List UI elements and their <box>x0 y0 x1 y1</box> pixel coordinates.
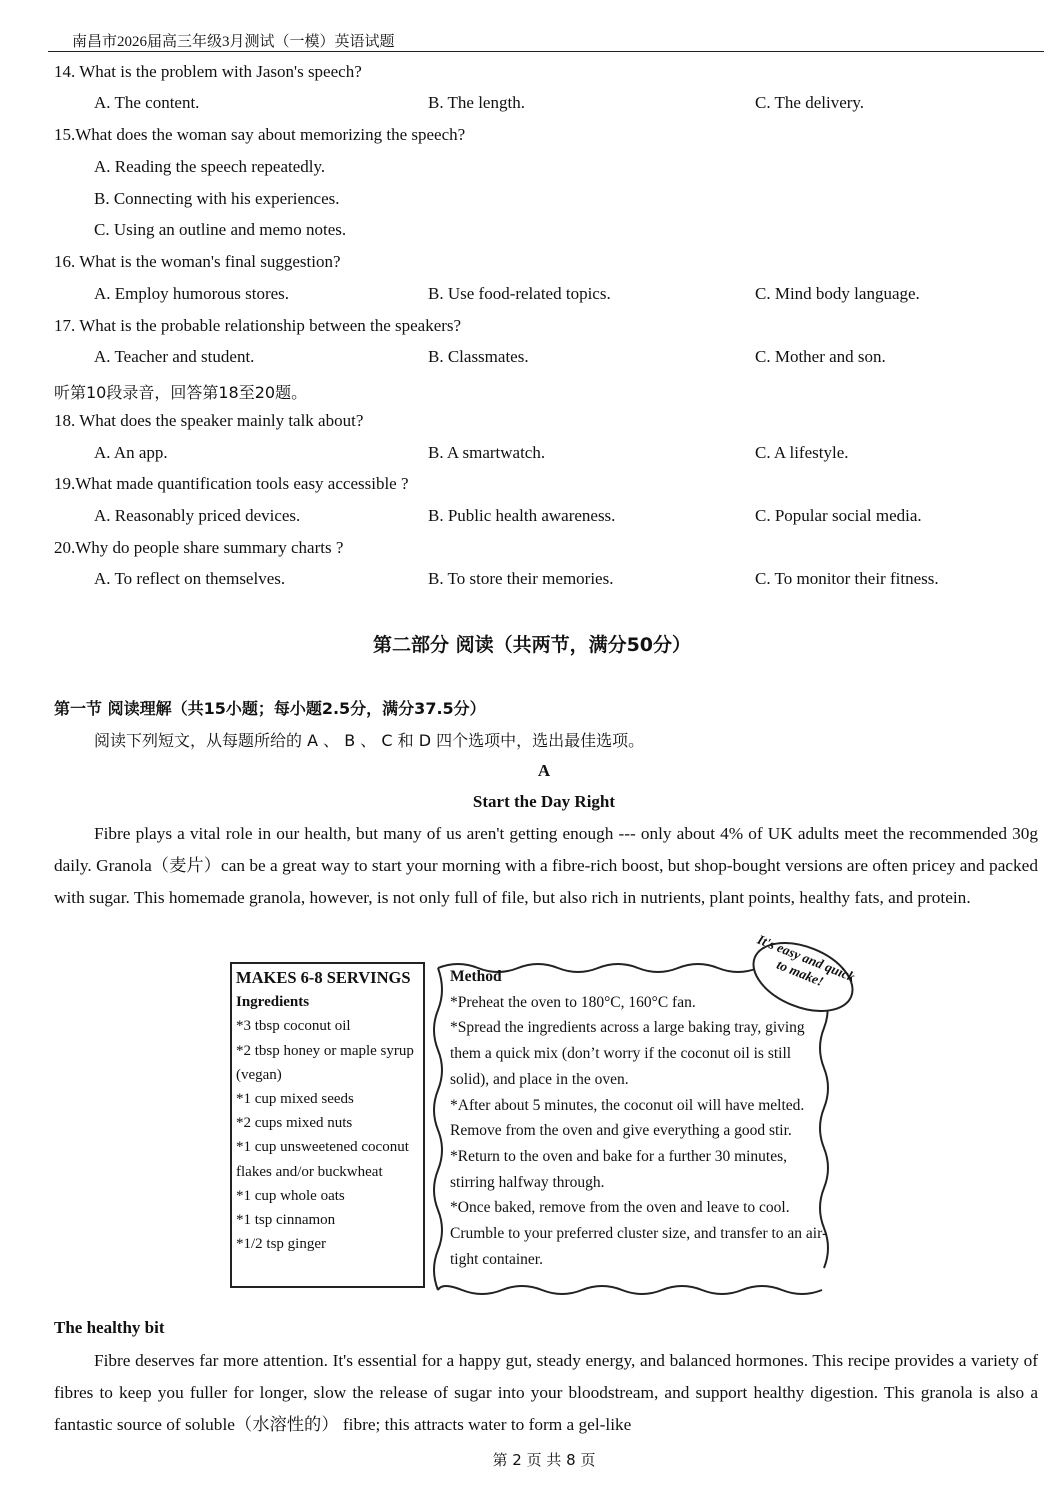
question-17-option-a: A. Teacher and student. <box>94 347 255 366</box>
healthy-bit-text: Fibre deserves far more attention. It's essential for a happy gut, steady energy, and balanced hormones. This recipe provides a variety of fibres to keep you fuller for longer, slow the release of sugar into your bloodstream, and support healthy digestion. This granola is also a fantastic source of soluble（水溶性的） fibre; this attracts water to form a gel-like <box>54 1351 1038 1434</box>
ingredient-item: *1 tsp cinnamon <box>236 1212 336 1229</box>
question-14-option-c: C. The delivery. <box>755 93 865 112</box>
method-step: *Return to the oven and bake for a further 30 minutes, stirring halfway through. <box>450 1147 788 1191</box>
passage-letter: A <box>537 761 551 780</box>
question-16-option-c: C. Mind body language. <box>755 284 920 303</box>
section-one-title: 第一节 阅读理解（共15小题；每小题2.5分，满分37.5分） <box>54 699 486 718</box>
badge-text: It's easy and quick to make! <box>755 931 858 990</box>
listening-instruction: 听第10段录音，回答第18至20题。 <box>54 383 308 402</box>
question-19-stem: 19.What made quantification tools easy accessible ? <box>54 474 409 493</box>
question-16-stem: 16. What is the woman's final suggestion? <box>54 252 341 271</box>
question-15-option-c: C. Using an outline and memo notes. <box>94 220 347 239</box>
question-17-option-c: C. Mother and son. <box>755 347 886 366</box>
passage-title: Start the Day Right <box>472 792 616 811</box>
healthy-bit-heading: The healthy bit <box>54 1318 165 1337</box>
question-15-option-b: B. Connecting with his experiences. <box>94 189 340 208</box>
ingredients-box <box>230 962 425 1288</box>
question-18-stem: 18. What does the speaker mainly talk about? <box>54 411 364 430</box>
part-two-title: 第二部分 阅读（共两节，满分50分） <box>372 634 692 656</box>
question-19-option-a: A. Reasonably priced devices. <box>94 506 301 525</box>
question-18-option-b: B. A smartwatch. <box>428 443 546 462</box>
question-20-option-c: C. To monitor their fitness. <box>755 569 939 588</box>
question-14-option-a: A. The content. <box>94 93 200 112</box>
passage-intro <box>54 818 1038 914</box>
question-15-stem: 15.What does the woman say about memorizing the speech? <box>54 125 466 144</box>
question-14-option-b: B. The length. <box>428 93 525 112</box>
ingredient-item: *3 tbsp coconut oil <box>236 1018 351 1035</box>
question-20-option-b: B. To store their memories. <box>428 569 614 588</box>
method-title: Method <box>450 968 502 985</box>
passage-intro-text: Fibre plays a vital role in our health, but many of us aren't getting enough --- only about 4% of UK adults meet the recommended 30g daily. Granola（麦片）can be a great way to start your morning with a fibre-rich boost, but shop-bought versions are often pricey and packed with sugar. This homemade granola, however, is not only full of file, but also rich in nutrients, plant points, healthy fats, and protein. <box>54 824 1038 907</box>
page-header: 南昌市2026届高三年级3月测试（一模）英语试题 <box>72 34 395 50</box>
ingredients-title: Ingredients <box>236 994 310 1011</box>
question-14-stem: 14. What is the problem with Jason's speech? <box>54 62 362 81</box>
ingredient-item: *1 cup whole oats <box>236 1187 345 1204</box>
question-18-option-c: C. A lifestyle. <box>755 443 849 462</box>
question-19-option-c: C. Popular social media. <box>755 506 922 525</box>
question-17-option-b: B. Classmates. <box>428 347 529 366</box>
page-footer: 第 2 页 共 8 页 <box>492 1451 596 1469</box>
question-20-option-a: A. To reflect on themselves. <box>94 569 286 588</box>
header-rule <box>48 51 1044 52</box>
question-20-stem: 20.Why do people share summary charts ? <box>54 538 344 557</box>
question-17-stem: 17. What is the probable relationship between the speakers? <box>54 316 462 335</box>
question-16-option-a: A. Employ humorous stores. <box>94 284 290 303</box>
question-18-option-a: A. An app. <box>94 443 168 462</box>
ingredient-item: *1/2 tsp ginger <box>236 1236 326 1253</box>
servings-label: MAKES 6-8 SERVINGS <box>236 968 411 987</box>
healthy-bit-paragraph <box>54 1345 1038 1441</box>
method-step: *Preheat the oven to 180°C, 160°C fan. <box>450 993 696 1011</box>
ingredient-item: *2 tbsp honey or maple syrup (vegan) <box>236 1042 414 1083</box>
method-step: *Once baked, remove from the oven and leave to cool. Crumble to your preferred cluster size, and transfer to an air-tight container. <box>450 1199 828 1268</box>
question-19-option-b: B. Public health awareness. <box>428 506 616 525</box>
easy-quick-badge <box>748 931 858 1012</box>
question-16-option-b: B. Use food-related topics. <box>428 284 611 303</box>
method-step: *Spread the ingredients across a large baking tray, giving them a quick mix (don’t worry if the coconut oil is still solid), and place in the oven. <box>450 1019 805 1088</box>
ingredient-item: *1 cup mixed seeds <box>236 1091 354 1108</box>
question-15-option-a: A. Reading the speech repeatedly. <box>94 157 326 176</box>
method-step: *After about 5 minutes, the coconut oil will have melted. Remove from the oven and give everything a good stir. <box>450 1096 805 1140</box>
section-one-instruction: 阅读下列短文，从每题所给的 A 、 B 、 C 和 D 四个选项中，选出最佳选项。 <box>94 731 645 750</box>
ingredient-item: *2 cups mixed nuts <box>236 1115 353 1132</box>
ingredient-item: *1 cup unsweetened coconut flakes and/or buckwheat <box>236 1139 409 1180</box>
